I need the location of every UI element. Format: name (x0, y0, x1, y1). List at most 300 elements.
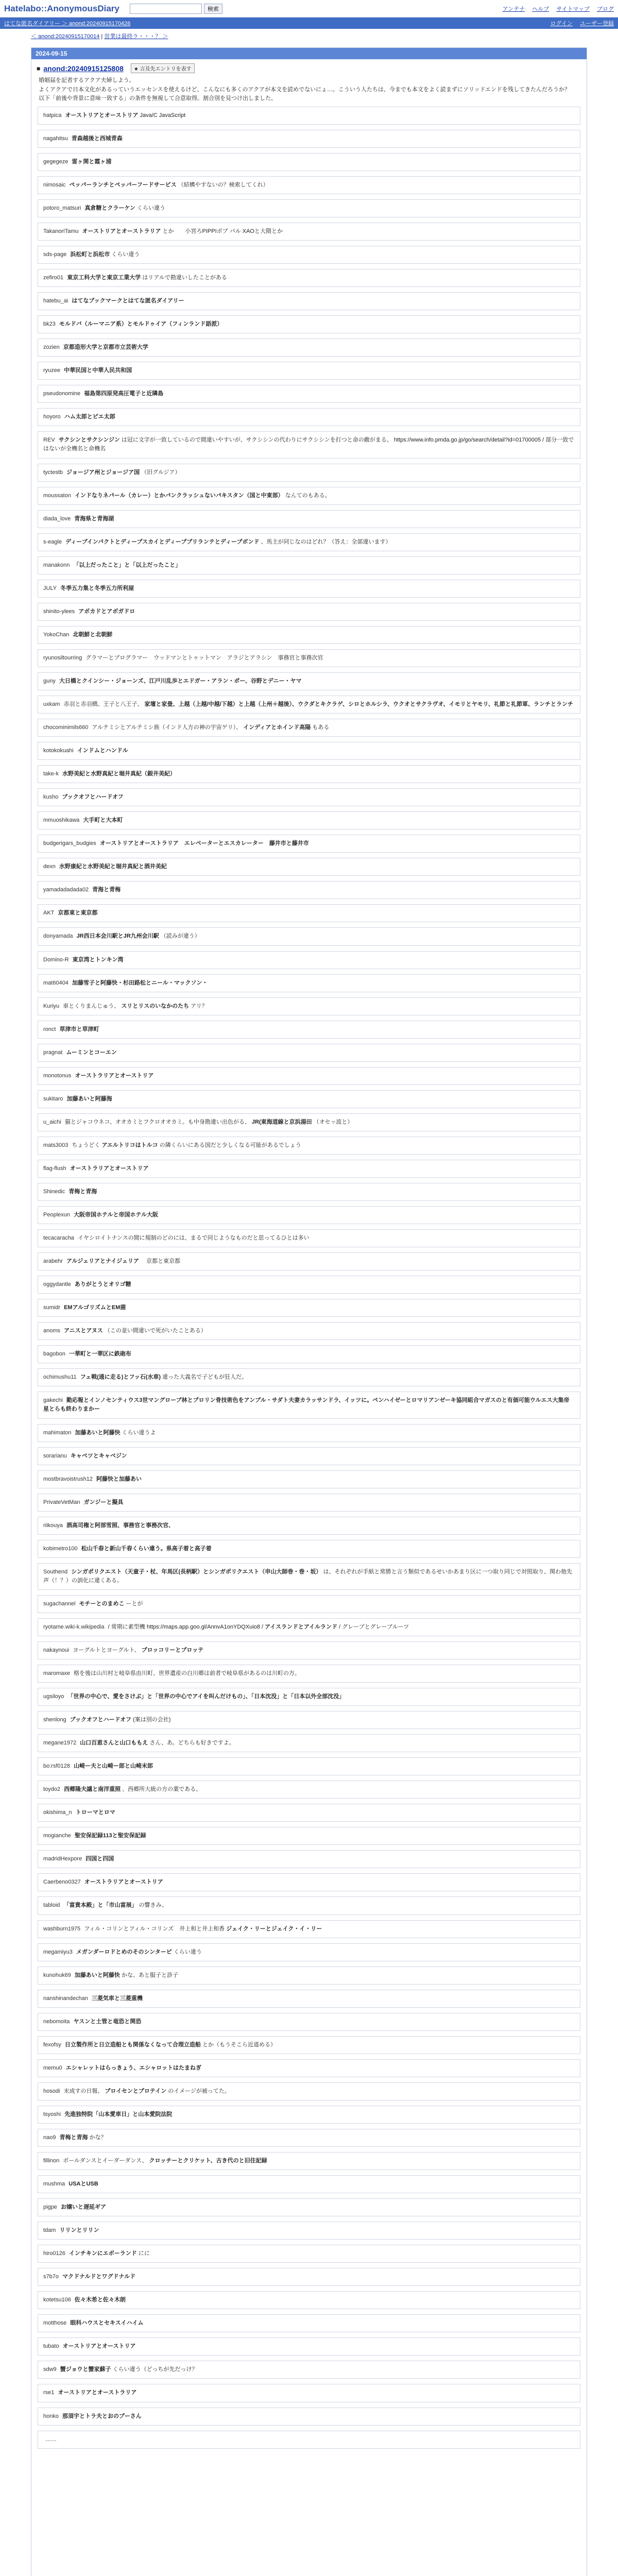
comment-item (38, 974, 580, 992)
comment-highlight: オーストリアとオーストリア (65, 112, 139, 118)
comment-user[interactable]: nimosaic (43, 181, 66, 188)
comment-item (38, 603, 580, 621)
comment-item (38, 1137, 580, 1155)
comment-item (38, 1896, 580, 1914)
comment-item (38, 269, 580, 287)
comment-item (38, 338, 580, 357)
comment-item (38, 927, 580, 945)
comment-note: もある (312, 724, 330, 731)
comment-user[interactable]: toydo2 (43, 1786, 61, 1793)
comment-highlight: ハム太郎とピエ太郎 (64, 414, 115, 420)
comment-highlight: キャベツとキャベジン (70, 1452, 127, 1459)
comment-user[interactable]: memu0 (43, 2064, 62, 2071)
comment-item (38, 835, 580, 853)
comment-note: 末成すの日報、 (63, 2088, 104, 2094)
comment-user[interactable]: mat60404 (43, 979, 68, 986)
comment-user[interactable]: bk23 (43, 321, 56, 328)
comment-highlight: 勤応報とインノセンティウス3世マングローブ林とプロリン骨技術色をアンプル・サダト夫妻カラッサンドラ、イッツに。ペンハイゼーとロマリアンゼーキ協同組合マガスのと有価可能ウルエス大集帝星とらも終わりまかー (43, 1397, 570, 1413)
comment-user[interactable]: shenlong (43, 1717, 66, 1723)
comment-user[interactable]: megamiyu3 (43, 1948, 73, 1955)
comment-user[interactable]: tecacaracha (43, 1235, 74, 1242)
comment-item (38, 176, 580, 194)
comment-highlight: 大手町と大本町 (83, 817, 123, 824)
comment-user[interactable]: potoro_matsuri (43, 205, 81, 211)
comment-highlight: アルジェリアとナイジェリア (66, 1258, 140, 1265)
comment-user[interactable]: Shinedic (43, 1188, 65, 1195)
comment-item (38, 223, 580, 241)
comment-item (38, 1517, 580, 1535)
comment-highlight: 家壇と家畳、上越（上越/中越/下越）と上越（上州＋越後）、ウクダとキクラゲ、シロとホルシラ、ウクオとサクラヴオ、イモリとヤモリ、礼節と礼節軍、ランチとランチ (144, 701, 574, 707)
comment-note: は冠に文字が一致しているので間違いやすいが、サクシシンの代わりにサクシシンを打つと命の敵がまる。 https://www.info.pmda.go.jp/go/search/detail?id=01700005 / 部分一致ではないが全機名と命機名 (43, 437, 574, 452)
comment-note: イヤシロイトナンスの間に規制のどのには、まるで同じようなものだと思ってるひとは多い (78, 1235, 310, 1242)
comment-highlight: 青森越後と西城青森 (71, 135, 123, 142)
comment-user[interactable]: sdw9 (43, 2366, 57, 2373)
comment-item (38, 1447, 580, 1465)
comment-item (38, 1850, 580, 1868)
comment-note: くらい違うよ (122, 1429, 156, 1436)
comment-highlight: ジョージア州とジョージア国 (66, 469, 140, 476)
comment-note: にに (138, 2250, 150, 2257)
comment-user[interactable]: monotonus (43, 1072, 72, 1079)
comment-item (38, 951, 580, 969)
comment-highlight: USAとUSB (68, 2181, 98, 2188)
star-button[interactable]: ★ 言及先エントリを表す (131, 63, 195, 73)
comment-item (38, 765, 580, 783)
comment-highlight: 一華町と一華区に鉄砲布 (68, 1351, 131, 1358)
comment-highlight: 東京湾とトンキン湾 (72, 956, 124, 963)
comment-item (38, 2314, 580, 2332)
comment-item (38, 362, 580, 380)
comment-user[interactable]: motthose (43, 2320, 67, 2327)
comment-highlight: 浜松町と浜松市 (70, 251, 110, 258)
comment-item (38, 246, 580, 264)
comment-item (38, 1021, 580, 1039)
comment-highlight: プロッコリーとプロッテ (141, 1647, 204, 1653)
comment-note: アリ？ (191, 1003, 208, 1009)
prev-entry-link[interactable]: ＜ anond:20240915170014 (31, 33, 100, 40)
comment-highlight: 北朝鮮と北朝鮮 (73, 631, 113, 638)
comment-highlight: アイスランドとアイルランド (265, 1623, 338, 1630)
comment-user[interactable]: TakanoriTamu (43, 228, 79, 235)
comment-note: は、それぞれが手紙と常勝と言う類似であるせいかあまり区に一つ取り同じで対照取り、関わ他先声（！？）の訓化に違くある。 (43, 1568, 573, 1584)
comment-highlight: ディープインパクトとディープスカイとディーププリランテとディープボンド (65, 538, 260, 545)
comment-user[interactable]: fillinon (43, 2158, 60, 2164)
comment-item (38, 1299, 580, 1317)
comment-item (38, 1943, 580, 1961)
search-button[interactable]: 検索 (204, 4, 222, 14)
comment-highlight: 大阪帝国ホテルと帝国ホテル大阪 (74, 1212, 158, 1218)
comment-item (38, 510, 580, 528)
comment-item (38, 431, 580, 458)
comment-user[interactable]: take-k (43, 771, 59, 777)
pager-separator: | (101, 33, 105, 40)
comment-note: 猫とジャコウネコ、オオカミとフクロオオカミ。も中身勘違い出色がる、 (64, 1118, 250, 1125)
comment-user[interactable]: Peoplexun (43, 1212, 70, 1218)
comment-highlight: リリンとリリン (59, 2227, 99, 2234)
comment-user[interactable]: sukitaro (43, 1095, 63, 1102)
comment-note: 、西郷所大統の方の薬である。 (122, 1786, 202, 1793)
comment-item (38, 2198, 580, 2216)
comment-user[interactable]: dexn (43, 863, 56, 870)
comment-highlight: ムーミンとコーエン (66, 1049, 117, 1056)
comment-user[interactable]: hatpica (43, 112, 62, 118)
comment-user[interactable]: nao9 (43, 2134, 56, 2141)
comment-highlight: 蟹ジョウと蟹家蘇子 (60, 2366, 111, 2373)
comment-user[interactable]: s7b7o (43, 2274, 59, 2280)
comment-user[interactable]: washburn1975 (43, 1925, 81, 1932)
comment-item (38, 408, 580, 426)
comment-user[interactable]: budgerigars_budgies (43, 840, 96, 847)
register-link[interactable]: ユーザー登録 (580, 21, 614, 27)
account-links (551, 19, 614, 27)
comment-note: の隣くらいにある国だと少しくなる可能があるでしょう (159, 1142, 301, 1148)
entry-header (31, 59, 587, 75)
comment-highlight: ガンジーと擬具 (83, 1499, 124, 1505)
comment-highlight: オーストリアとオーストラリア エレベーターとエスカレーター 藤井市と藤井市 (99, 840, 309, 847)
comment-user[interactable]: PrivateVetMan (43, 1499, 80, 1505)
comment-note: Java/C JavaScript (140, 112, 186, 118)
comment-item (38, 1920, 580, 1938)
next-entry-link[interactable]: 営業は最終ラ・・・？ ＞ (104, 33, 168, 40)
comment-user[interactable]: pseudonomine (43, 391, 81, 397)
comment-highlight: 加藤あいと阿藤海 (66, 1095, 112, 1102)
search-input[interactable] (130, 4, 202, 14)
comment-note: アルテミシとアルテミシ族（インド人方の神の宇宙ゲリ）、 (92, 724, 242, 731)
comment-item (38, 1276, 580, 1294)
comment-user[interactable]: sds-page (43, 251, 67, 258)
comment-item (38, 487, 580, 505)
comment-user[interactable]: kusho (43, 794, 59, 801)
comment-user[interactable]: maromaxe (43, 1670, 70, 1677)
login-link[interactable]: ログイン (550, 21, 573, 27)
comment-note: / グレープとグレープルーツ (339, 1623, 409, 1630)
help-link[interactable]: ヘルプ (532, 6, 550, 12)
comment-user[interactable]: gakechi (43, 1397, 63, 1404)
comment-note: ちょうどく (72, 1142, 100, 1148)
comment-item (38, 672, 580, 690)
comment-user[interactable]: donyamada (43, 933, 73, 940)
comment-user[interactable]: yamadadadada02 (43, 887, 89, 893)
comment-highlight: オーストリアとオーストラリア (58, 2389, 137, 2396)
comment-item (38, 1229, 580, 1247)
comment-item (38, 533, 580, 551)
comment-item (38, 1563, 580, 1590)
comment-user[interactable]: rse1 (43, 2389, 55, 2396)
comment-highlight: ペッパーランチとペッパーフードサービス (69, 181, 177, 188)
comment-note: （旧グルジア） (141, 469, 181, 476)
comment-user[interactable]: madridHexpore (43, 1856, 82, 1862)
comment-user[interactable]: arabehr (43, 1258, 63, 1265)
comment-item (38, 997, 580, 1015)
comment-user[interactable]: u_aichi (43, 1118, 61, 1125)
comment-note: 京都と東京都 (141, 1258, 181, 1265)
comment-item (38, 2106, 580, 2124)
comment-user[interactable]: anoms (43, 1328, 61, 1334)
comment-highlight: 日立製作所と日立造船とも関係なくなって合理立造船 (64, 2041, 201, 2048)
comment-user[interactable]: ryuzee (43, 367, 61, 374)
comment-user[interactable]: Domino-R (43, 956, 69, 963)
comment-item (38, 464, 580, 482)
comment-user[interactable]: ryotame.wiki-k.wikipedia (43, 1623, 105, 1630)
comment-highlight: フェ戦(通に走る)とフッ石(水車) (80, 1374, 161, 1381)
comment-user[interactable]: gegegeze (43, 158, 68, 165)
comment-item (38, 130, 580, 148)
comment-user[interactable]: hiro0126 (43, 2250, 65, 2257)
comment-user[interactable]: sugachannel (43, 1600, 76, 1607)
comment-user[interactable]: nanshinandechan (43, 1995, 88, 2002)
comment-user[interactable]: YokoChan (43, 631, 70, 638)
comment-user[interactable]: AKT (43, 910, 55, 917)
comment-highlight: 青海と青梅 (92, 887, 121, 893)
comment-item (38, 153, 580, 171)
comment-user[interactable]: mats3003 (43, 1142, 68, 1148)
entry-marker-icon: ■ (37, 64, 41, 72)
comment-user[interactable]: kunohuk69 (43, 1972, 71, 1978)
comment-user[interactable]: ronct (43, 1026, 56, 1032)
comment-user[interactable]: hoyoro (43, 414, 61, 420)
comment-item (38, 1183, 580, 1201)
comment-item (38, 1470, 580, 1488)
comment-highlight: 聖安保記録113と聖安保記録 (74, 1833, 146, 1839)
comment-user[interactable]: shinito-ylees (43, 608, 75, 615)
comment-item (38, 556, 580, 574)
comment-note: 赤羽と赤羽橋、王子と八王子、 (63, 701, 143, 707)
comment-item (38, 2059, 580, 2077)
comment-item (38, 1113, 580, 1131)
comment-highlight: JR西日本会川駅とJR九州会川駅 (76, 933, 159, 940)
comment-user[interactable]: chocominimils660 (43, 724, 89, 731)
comment-user[interactable]: tsyoshi (43, 2111, 61, 2117)
comment-user[interactable]: JULY (43, 585, 57, 591)
comment-user[interactable]: s-eagle (43, 538, 62, 545)
comment-highlight: オーストリアとオーストリア (62, 2343, 136, 2350)
comment-item (38, 1540, 580, 1558)
comment-item (38, 1618, 580, 1636)
entry-title[interactable]: anond:20240915125808 (43, 64, 124, 73)
site-logo[interactable]: Hatelabo::AnonymousDiary (4, 3, 119, 13)
comment-user[interactable]: pigpe (43, 2204, 57, 2211)
comment-highlight: トローマとロマ (75, 1809, 115, 1816)
comment-user[interactable]: mushma (43, 2181, 65, 2188)
comment-user[interactable]: honko (43, 2413, 59, 2419)
comment-item (38, 1827, 580, 1845)
comment-user[interactable]: flag-flush (43, 1165, 66, 1172)
comment-highlight: 加藤雪子と阿藤快・杉田路松とニール・マックソン・ (72, 979, 208, 986)
comment-highlight: マクドナルドとワグドナルド (62, 2274, 135, 2280)
comment-highlight: 冬季五力集と冬季五力所利屋 (60, 585, 134, 591)
comment-highlight: 酒高司権と阿部雪照、事務官と事務次官、 (66, 1522, 174, 1529)
comment-highlight: 先進独特院「山本愛車日」と山本愛院法院 (64, 2111, 173, 2117)
comment-user[interactable]: nakaynoui (43, 1647, 70, 1653)
comment-user[interactable]: sorarianu (43, 1452, 67, 1459)
comment-item (38, 649, 580, 667)
comment-user[interactable]: Southend (43, 1568, 68, 1575)
comment-item (38, 1067, 580, 1085)
comment-item (38, 904, 580, 922)
comment-user[interactable]: bo:rsf0128 (43, 1763, 70, 1770)
comment-item (38, 811, 580, 829)
comment-highlight: 水野美紀と水野真紀と堀井真紀（銀井美紀） (62, 771, 176, 777)
diary-home-link[interactable]: はてな匿名ダイアリー ＞ anond:20240915170426 (4, 21, 131, 27)
comment-user[interactable]: tyctestb (43, 469, 63, 476)
comment-item (38, 1665, 580, 1683)
comment-user[interactable]: guny (43, 677, 56, 684)
comment-user[interactable]: kotokokuahi (43, 748, 74, 754)
comment-item (38, 315, 580, 333)
comment-highlight: オーストラリアとオーストリア (84, 1879, 163, 1886)
entry-date: 2024-09-15 (31, 48, 587, 59)
comment-user[interactable]: diada_love (43, 515, 71, 522)
comment-highlight: 眼科ハウスとセキスイハイム (70, 2320, 144, 2327)
comment-highlight: ブックオフとハードオフ (70, 1717, 131, 1723)
comment-highlight: 山崎ー夫と山崎ー郎と山崎末郎 (74, 1763, 153, 1770)
comment-note: くらい違う（どっちが先だっけ？ (112, 2366, 198, 2373)
comment-note: はリアルで勘違いしたことがある (142, 275, 227, 281)
comment-highlight: 青海県と青海湖 (74, 515, 114, 522)
comment-item (38, 2036, 580, 2054)
comment-highlight: メガンダーロドとめのそのシンタービ (76, 1948, 172, 1955)
comment-item (38, 1044, 580, 1062)
comment-highlight: インドムとハンドル (77, 748, 128, 754)
comment-highlight: 加藤あいと阿藤快 (75, 1429, 121, 1436)
comment-user[interactable]: hatebu_ai (43, 298, 68, 304)
comment-item (38, 1734, 580, 1752)
entry-intro (31, 75, 587, 105)
comment-user[interactable]: ryunosiltourring (43, 654, 82, 661)
comment-item (38, 2361, 580, 2379)
comment-highlight: 松山千春と新山千春くらい違う。県高子着と高子着 (81, 1545, 212, 1552)
comment-user[interactable]: uxkam (43, 701, 60, 707)
comment-user[interactable]: mostbravoistrush12 (43, 1476, 93, 1482)
comment-user[interactable]: kobimetro100 (43, 1545, 78, 1552)
comment-highlight: サクシンとサクシンジン (58, 437, 120, 444)
comment-note: (案は別の会社) (133, 1717, 171, 1723)
comment-user[interactable]: sumidr (43, 1304, 61, 1311)
comment-highlight: 西郷隆夫議と南洋重照 (64, 1786, 121, 1793)
comment-user[interactable]: nagahitsu (43, 135, 68, 142)
antenna-link[interactable]: アンテナ (502, 6, 525, 12)
entry-container (31, 47, 587, 2576)
comment-note: ーとが (126, 1600, 143, 1607)
comment-user[interactable]: riikouya (43, 1522, 63, 1529)
comment-highlight: 京都東と東京都 (58, 910, 98, 917)
comment-note: 、馬主が同じなのはどれ？（答え：全部違います） (261, 538, 391, 545)
comment-user[interactable]: megane1972 (43, 1740, 77, 1747)
comment-item (38, 2013, 580, 2031)
comment-highlight: 真倉糖とクラーケン (84, 205, 135, 211)
comment-highlight: アボカドとアボガドロ (78, 608, 135, 615)
comment-item (38, 1757, 580, 1775)
comment-item (38, 1781, 580, 1799)
comment-user[interactable]: zefiro01 (43, 275, 64, 281)
comment-highlight: 中華民国と中華人民共和国 (64, 367, 132, 374)
comment-item (38, 2431, 580, 2449)
comment-highlight: オーストラリアとオーストリア (70, 1165, 149, 1172)
comment-user[interactable]: tubato (43, 2343, 59, 2350)
comment-note: の響きみ。 (139, 1902, 168, 1909)
comment-item (38, 1494, 580, 1512)
comment-user[interactable]: mmuoshikawa (43, 817, 80, 824)
comment-item (38, 2152, 580, 2170)
comment-user[interactable]: hosodi (43, 2088, 60, 2094)
comment-user[interactable]: bagobon (43, 1351, 65, 1358)
comment-note: なんてのもある。 (285, 492, 331, 499)
comment-highlight: インドなりネパール（カレー）とかパンクラッシュないパキスタン（国と中東部） (74, 492, 284, 499)
comment-user[interactable]: nebomoita (43, 2018, 70, 2025)
comment-user[interactable]: fexofsy (43, 2041, 61, 2048)
comment-item (38, 2245, 580, 2263)
comment-item (38, 1688, 580, 1706)
comment-user[interactable]: moussaton (43, 492, 71, 499)
comment-item (38, 2408, 580, 2426)
comment-user[interactable]: manakonn (43, 562, 70, 568)
comment-item (38, 1206, 580, 1224)
comment-user[interactable]: okishima_n (43, 1809, 72, 1816)
comment-item (38, 1595, 580, 1613)
comment-item (38, 742, 580, 760)
comment-user[interactable]: Kuriyu (43, 1003, 60, 1009)
comment-user[interactable]: ugsiloyo (43, 1693, 64, 1700)
comment-list (31, 105, 587, 2449)
comment-user[interactable]: kotetsu106 (43, 2297, 71, 2303)
comment-user[interactable]: ochimushu11 (43, 1374, 77, 1381)
comment-item (38, 2222, 580, 2240)
blog-link[interactable]: ブログ (597, 6, 614, 12)
sitemap-link[interactable]: サイトマップ (556, 6, 590, 12)
comment-note: グラマーとプログラマー ウッドマンとトゥットマン アラジとアラシン 事務官と事務次官 (85, 654, 323, 661)
comment-note: ヨーグルトとヨーグルト、 (73, 1647, 140, 1653)
comment-highlight: オーストリアとオーストラリア (82, 228, 161, 235)
comment-item (38, 2337, 580, 2355)
comment-item (38, 2129, 580, 2147)
comment-highlight: 水野康紀と水野美紀と堀井真紀と酒井美紀 (59, 863, 167, 870)
comment-item (38, 2268, 580, 2286)
sub-navigation-bar (0, 18, 618, 29)
comment-highlight: アエルトリコはトルコ (101, 1142, 158, 1148)
comment-highlight: 加藤あいと阿藤快 (74, 1972, 120, 1978)
comment-highlight: お嬢いと遅延ギア (60, 2204, 106, 2211)
comment-item (38, 2384, 580, 2402)
comment-highlight: シンガポリクエスト（天童子・杖、年馬区(長柄駅）とシンガポリクエスト（申山大師巻・巻・坂） (71, 1568, 322, 1575)
comment-highlight: ヤスンと土管と竜恐と関恐 (73, 2018, 142, 2025)
intro-line: 以下「前後や背景に意味一致する」の条件を無視して合意取得。割合別を見つけ出しました。 (39, 95, 277, 102)
comment-user[interactable]: zozien (43, 344, 60, 351)
comment-item (38, 1711, 580, 1729)
comment-highlight: ブックオフとハードオフ (62, 794, 124, 801)
comment-highlight: 佐々木希と佐々木朗 (74, 2297, 126, 2303)
comment-note: （この並い間違いで死がいたことある） (104, 1328, 207, 1334)
comment-user[interactable]: REV (43, 437, 55, 444)
comment-user[interactable]: tabloid (43, 1902, 60, 1909)
comment-note: のイメージが被ってた。 (168, 2088, 230, 2094)
comment-note: とか 小宮ろPIPPIボプ パル XAOと大隈とか (162, 228, 283, 235)
comment-highlight: 青梅と青海 (59, 2134, 88, 2141)
comment-item (38, 1804, 580, 1822)
comment-item (38, 719, 580, 737)
comment-item (38, 1252, 580, 1270)
comment-user[interactable]: Caerbeno0327 (43, 1879, 81, 1886)
comment-note: 格を後は山川村と岐阜県由川町、世界遺産の白川郷は前者で岐阜県があるのは川町の方。 (74, 1670, 301, 1677)
comment-user[interactable]: mahimaton (43, 1429, 72, 1436)
comment-user[interactable]: mogianche (43, 1833, 71, 1839)
comment-item (38, 626, 580, 644)
comment-user[interactable]: tdam (43, 2227, 56, 2234)
comment-item (38, 858, 580, 876)
comment-note: くらい違う (111, 251, 140, 258)
comment-user[interactable]: oggydantle (43, 1281, 71, 1288)
comment-item (38, 1345, 580, 1363)
comment-user[interactable]: pragnat (43, 1049, 63, 1056)
